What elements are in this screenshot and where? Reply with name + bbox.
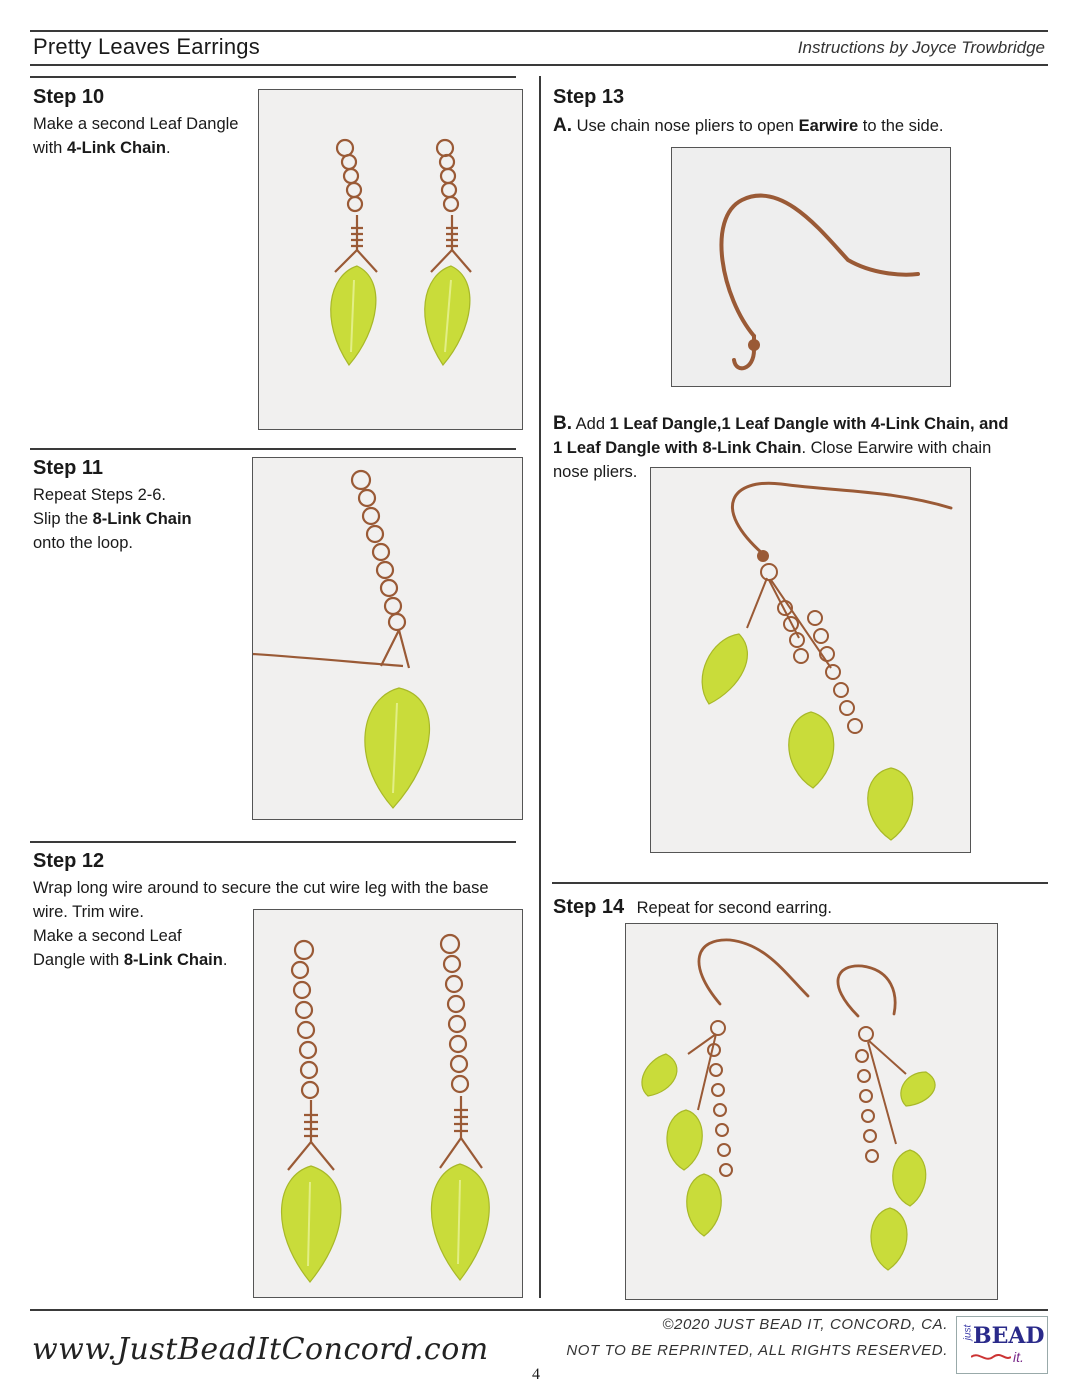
logo-small-word: just	[962, 1324, 974, 1341]
step13a-pre: Use chain nose pliers to open	[572, 117, 799, 135]
step11-rule	[30, 448, 516, 450]
step10-photo	[258, 89, 523, 430]
step13b-line2	[553, 436, 1008, 460]
step10-line2	[33, 136, 238, 160]
step14-heading-row	[553, 896, 832, 920]
footer-rule	[30, 1309, 1048, 1311]
step11-text	[33, 483, 192, 555]
step10-line2-post: .	[165, 139, 171, 157]
step13a-earwire-label: Earwire	[798, 117, 859, 135]
header-bottom-rule	[30, 64, 1048, 66]
earwire-image	[672, 148, 950, 386]
step11-line2	[33, 507, 192, 531]
step11-line2-pre: Slip the	[33, 510, 93, 528]
column-divider	[539, 76, 541, 1298]
step11-photo	[252, 457, 523, 820]
step12-photo	[253, 909, 523, 1298]
document-title: Pretty Leaves Earrings	[33, 34, 260, 59]
rights-line: NOT TO BE REPRINTED, ALL RIGHTS RESERVED.	[566, 1342, 948, 1359]
step13b-photo	[650, 467, 971, 853]
step12-line4-pre: Dangle with	[33, 951, 124, 969]
step12-heading: Step 12	[33, 850, 105, 872]
step12-line1: Wrap long wire around to secure the cut wire leg with the base	[33, 879, 489, 897]
logo-beads-decoration	[971, 1351, 1011, 1363]
step13a-label: A.	[553, 115, 572, 136]
step12-line4-post: .	[222, 951, 228, 969]
step13b-line2-bold: 1 Leaf Dangle with 8-Link Chain	[553, 439, 802, 457]
leaf-dangle-long-chain-image	[253, 458, 522, 819]
step13b-line2-post: . Close Earwire with chain	[801, 439, 992, 457]
step12-chain-label: 8-Link Chain	[123, 951, 223, 969]
step14-rule	[552, 882, 1048, 884]
page-number: 4	[532, 1366, 540, 1383]
step10-heading: Step 10	[33, 86, 105, 108]
step14-photo	[625, 923, 998, 1300]
author-credit: Instructions by Joyce Trowbridge	[797, 38, 1045, 57]
step13b-line1	[553, 412, 1008, 436]
step13b-line1-pre: Add	[572, 415, 610, 433]
step12-line2: wire. Trim wire.	[33, 903, 144, 921]
step11-heading: Step 11	[33, 457, 104, 479]
two-leaf-dangles-short-chain-image	[259, 90, 522, 429]
step10-text	[33, 112, 238, 160]
step13a-photo	[671, 147, 951, 387]
step10-line1: Make a second Leaf Dangle	[33, 115, 239, 133]
assembled-earring-image	[651, 468, 970, 852]
step13b-line1-bold: 1 Leaf Dangle,1 Leaf Dangle with 4-Link Chain, and	[609, 415, 1009, 433]
step11-line3: onto the loop.	[33, 534, 133, 552]
step13a-text	[553, 114, 944, 138]
step13b-line3: nose pliers.	[553, 463, 638, 481]
step14-heading: Step 14	[553, 896, 625, 918]
logo-main-word: BEAD	[973, 1323, 1045, 1349]
step13b-label: B.	[553, 413, 572, 434]
step12-rule	[30, 841, 516, 843]
logo-it-word: it.	[1013, 1349, 1024, 1365]
step13a-post: to the side.	[858, 117, 944, 135]
step10-rule	[30, 76, 516, 78]
copyright-line: ©2020 JUST BEAD IT, CONCORD, CA.	[662, 1316, 948, 1333]
step10-line2-pre: with	[33, 139, 67, 157]
website-link[interactable]: www.JustBeadItConcord.com	[32, 1332, 489, 1367]
header-top-rule	[30, 30, 1048, 32]
two-leaf-dangles-long-chain-image	[254, 910, 522, 1297]
step11-line1: Repeat Steps 2-6.	[33, 486, 166, 504]
step14-text: Repeat for second earring.	[636, 899, 832, 917]
step13-heading: Step 13	[553, 86, 625, 108]
step10-chain-label: 4-Link Chain	[66, 139, 166, 157]
step11-chain-label: 8-Link Chain	[92, 510, 192, 528]
just-bead-it-logo	[956, 1316, 1048, 1374]
step12-line3: Make a second Leaf	[33, 927, 182, 945]
finished-earrings-pair-image	[626, 924, 997, 1299]
